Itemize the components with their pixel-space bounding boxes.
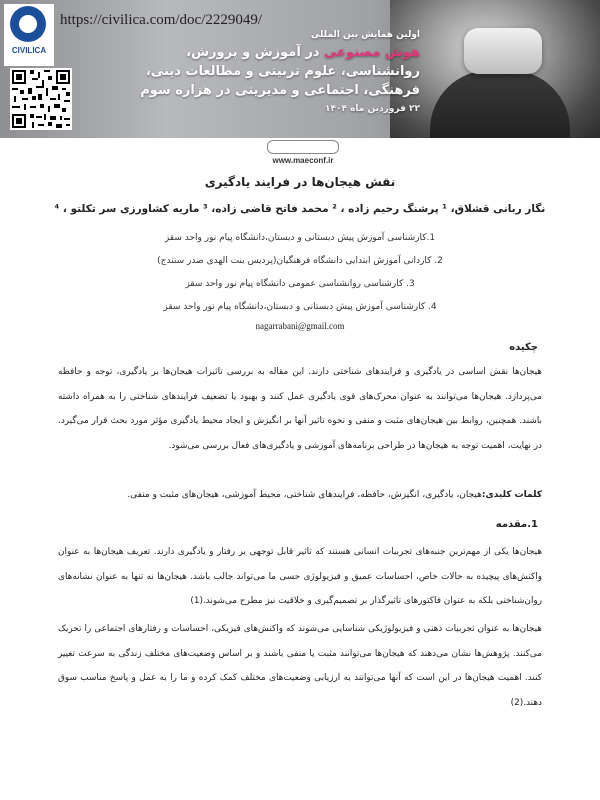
conference-title-line2: روانشناسی، علوم تربیتی و مطالعات دینی، <box>145 64 420 79</box>
child-silhouette <box>430 70 570 138</box>
author-email[interactable]: nagarrabani@gmail.com <box>255 321 345 331</box>
vr-headset <box>464 28 542 74</box>
conference-title-line1 <box>90 43 420 62</box>
affiliation-2: 2. کاردانی آموزش ابتدایی دانشگاه فرهنگیان(پردیس بنت الهدی صدر سنندج) <box>157 256 443 266</box>
keywords <box>58 490 542 500</box>
affiliation-4: 4. کارشناسی آموزش پیش دبستانی و دبستان،دانشگاه پیام نور واحد سقز <box>163 302 437 312</box>
civilica-logo[interactable] <box>4 4 54 66</box>
abstract-heading: چکیده <box>509 342 538 353</box>
vr-headset-photo <box>390 0 600 138</box>
intro-heading: 1.مقدمه <box>495 519 538 530</box>
conference-date: ۲۲ فروردین ماه ۱۴۰۴ <box>324 104 420 114</box>
conference-emblem-icon <box>267 140 339 154</box>
keywords-list: هیجان، یادگیری، انگیزش، حافظه، فرایندهای شناختی، محیط آموزشی، هیجان‌های مثبت و منفی. <box>127 490 482 500</box>
intro-paragraph-1: هیجان‌ها یکی از مهم‌ترین جنبه‌های تجربیات انسانی هستند که تاثیر قابل توجهی بر رفتار و یادگیری دارند. تعریف هیجان‌ها به عنوان واکنش‌های پیچیده به حالات خاص، احساسات عمیق و فیزیولوژی حسی ما می‌تواند جالب باشد. هیجان‌ها نه تنها به عنوان نشانه‌های روان‌شناختی بلکه به عنوان فاکتورهای تاثیرگذار بر تصمیم‌گیری و خلاقیت نیز مطرح می‌شوند.(1) <box>58 547 542 606</box>
paper-authors: نگار ربانی قشلاق، ¹ پرشنگ رحیم زاده ، ² محمد فاتح قاضی زاده، ³ ماریه کشاورزی سر تکلتو ، ⁴ <box>54 203 546 215</box>
keywords-label: کلمات کلیدی: <box>481 490 542 500</box>
conference-site-logo[interactable] <box>258 140 348 165</box>
abstract-text: هیجان‌ها نقش اساسی در یادگیری و فرایندهای شناختی دارند. این مقاله به بررسی تاثیرات هیجان‌ها بر یادگیری، توجه و حافظه می‌پردازد. هیجان‌ها می‌توانند به عنوان محرک‌های قوی یادگیری عمل کنند و بهبود یا تضعیف فرایندهای شناختی را به همراه داشته باشند. همچنین، روابط بین هیجان‌های مثبت و منفی و نحوه تاثیر آنها بر انگیزش و ایجاد محیط یادگیری مؤثر مورد بحث قرار می‌گیرد. در نهایت، اهمیت توجه به هیجان‌ها در طراحی برنامه‌های آموزشی و یادگیری‌های فعال بررسی می‌شود. <box>58 367 542 451</box>
document-url[interactable]: https://civilica.com/doc/2229049/ <box>60 12 263 28</box>
conference-title-highlight: هوش مصنوعی <box>324 45 420 60</box>
qr-code-graphic <box>10 68 72 130</box>
conference-title-line3: فرهنگی، اجتماعی و مدیریتی در هزاره سوم <box>140 83 420 98</box>
conference-subtitle: اولین همایش بین المللی <box>310 30 420 40</box>
affiliation-3: 3. کارشناسی روانشناسی عمومی دانشگاه پیام نور واحد سقز <box>185 279 415 289</box>
paper-title: نقش هیجان‌ها در فرایند یادگیری <box>204 175 396 189</box>
qr-code-icon <box>10 68 72 130</box>
conference-title-line1-rest: در آموزش و پرورش، <box>186 45 320 60</box>
affiliation-1: 1.کارشناسی آموزش پیش دبستانی و دبستان،دانشگاه پیام نور واحد سقز <box>164 233 436 243</box>
conference-title-block <box>90 30 420 114</box>
civilica-logo-text: CIVILICA <box>11 46 47 55</box>
civilica-logo-icon <box>10 6 46 42</box>
intro-paragraph-2: هیجان‌ها به عنوان تجربیات ذهنی و فیزیولوژیکی شناسایی می‌شوند که واکنش‌های فیزیکی، احساسات و رفتارهای اجتماعی را تحریک می‌کنند. پژوهش‌ها نشان می‌دهند که هیجان‌ها می‌توانند مثبت یا منفی باشند و بر اساس وضعیت‌های مختلف زندگی به سرعت تغییر کنند. اهمیت هیجان‌ها در این است که آنها می‌توانند به ارزیابی وضعیت‌های مختلف کمک کرده و ما را به عمل و پاسخ مناسب سوق دهند.(2) <box>58 624 542 708</box>
conference-site-url: www.maeconf.ir <box>272 156 334 165</box>
